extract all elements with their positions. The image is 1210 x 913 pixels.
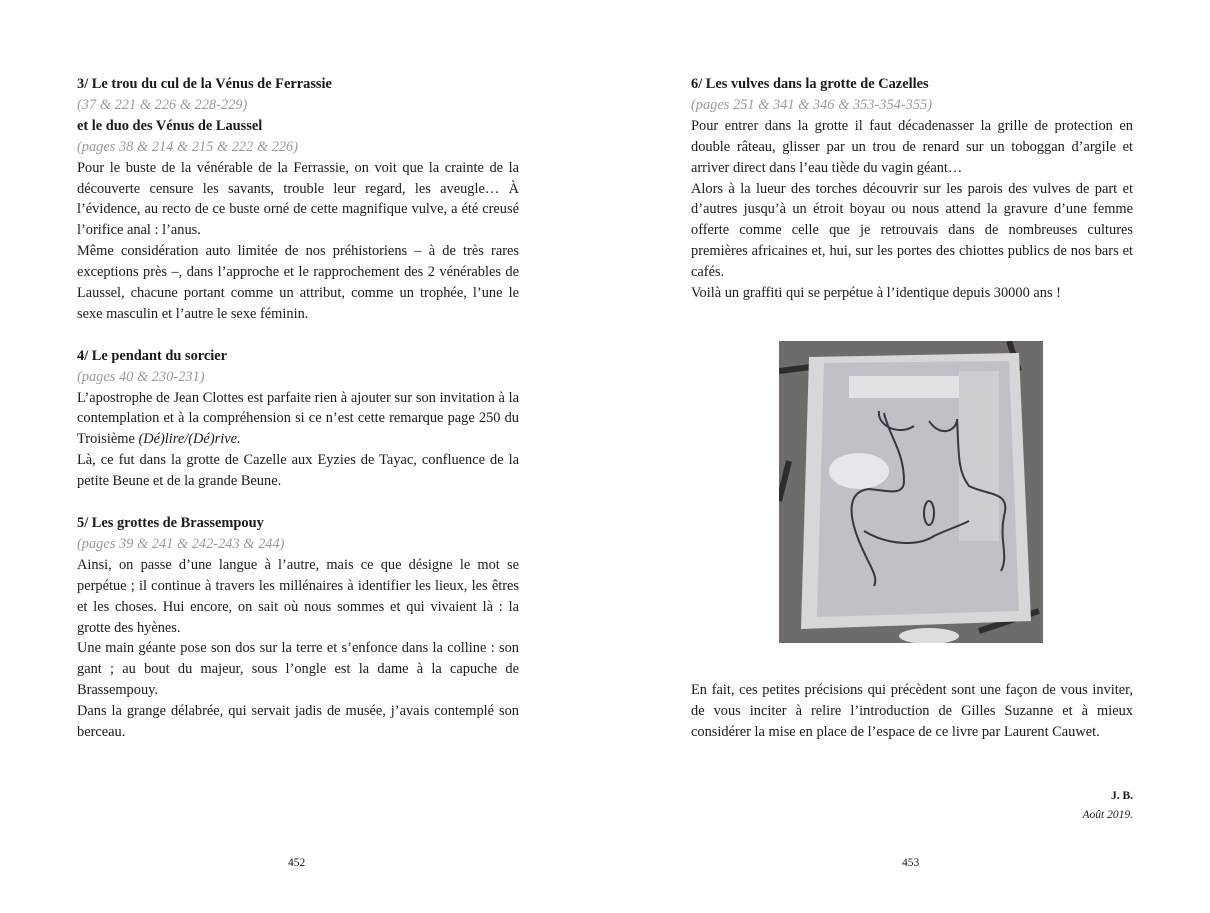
paragraph [77, 388, 519, 451]
paragraph: En fait, ces petites précisions qui précèdent sont une façon de vous inviter, de vous inciter à relire l’introduction de Gilles Suzanne et à mieux considérer la mise en place de l’espace de ce livre par Laurent Cauwet. [691, 682, 1133, 740]
section-6 [691, 74, 1133, 304]
section-heading: 4/ Le pendant du sorcier [77, 347, 228, 364]
paragraph: Une main géante pose son dos sur la terre et s’enfonce dans la colline : son gant ; au bout du majeur, sous l’ongle est la dame à la capuche de Brassempouy. [77, 640, 519, 699]
section-5 [77, 513, 519, 743]
section-3 [77, 74, 519, 325]
paragraph: Ainsi, on passe d’une langue à l’autre, mais ce que désigne le mot se perpétue ; il continue à travers les millénaires à identifier les lieux, les êtres et les choses. Hui encore, on sait où nous sommes et qui vivaient là : la grotte des hyènes. [77, 556, 519, 636]
paragraph: Alors à la lueur des torches découvrir sur les parois des vulves de part et d’autres jusqu’à un étroit boyau ou nous attend la gravure d’une femme offerte comme celle que je retrouvais dans de nombreuses cultures premières africaines et, hui, sur les portes des chiottes publics de nos bars et cafés. [691, 180, 1133, 281]
paragraph: Même considération auto limitée de nos préhistoriens – à de très rares exceptions près –, dans l’approche et le rapprochement des 2 vénérables de Laussel, chacune portant comme un attribut, comme un trophée, l’une le sexe masculin et l’autre le sexe féminin. [77, 243, 519, 322]
paragraph: Pour le buste de la vénérable de la Ferrassie, on voit que la crainte de la découverte censure les savants, trouble leur regard, les aveugle… À l’évidence, au recto de ce buste orné de cette magnifique vulve, a été creusé l’orifice anal : l’anus. [77, 159, 519, 239]
page-references: (pages 38 & 214 & 215 & 222 & 226) [77, 138, 299, 155]
paragraph: Là, ce fut dans la grotte de Cazelle aux Eyzies de Tayac, confluence de la petite Beune et de la grande Beune. [77, 452, 519, 490]
page-references: (pages 39 & 241 & 242-243 & 244) [77, 535, 285, 552]
section-subheading: et le duo des Vénus de Laussel [77, 117, 263, 134]
paragraph: Voilà un graffiti qui se perpétue à l’identique depuis 30000 ans ! [691, 285, 1061, 302]
page-number-right: 453 [902, 857, 920, 869]
closing-text [691, 680, 1133, 743]
page-references: (pages 251 & 341 & 346 & 353-354-355) [691, 96, 933, 113]
date: Août 2019. [1082, 809, 1133, 821]
paragraph: Pour entrer dans la grotte il faut décadenasser la grille de protection en double râteau, glisser par un trou de renard sur un toboggan d’argile et arriver direct dans l’eau tiède du vagin géant… [691, 117, 1133, 176]
graffiti-photo [779, 341, 1043, 643]
page-references: (37 & 221 & 226 & 228-229) [77, 96, 248, 113]
page-references: (pages 40 & 230-231) [77, 368, 205, 385]
paragraph: Dans la grange délabrée, qui servait jadis de musée, j’avais contemplé son berceau. [77, 703, 519, 741]
section-heading: 6/ Les vulves dans la grotte de Cazelles [691, 76, 929, 92]
book-title: (Dé)lire/(Dé)rive. [138, 431, 241, 448]
left-page-text [77, 74, 519, 764]
page-number-left: 452 [288, 857, 306, 869]
section-heading: 5/ Les grottes de Brassempouy [77, 515, 264, 531]
author-initials: J. B. [1110, 790, 1133, 802]
section-4 [77, 346, 519, 492]
section-heading: 3/ Le trou du cul de la Vénus de Ferrassie [77, 76, 332, 92]
paragraph-text: L’apostrophe de Jean Clottes est parfaite rien à ajouter sur son invitation à la contemplation et à la compréhension si ce n’est cette remarque page 250 du Troisième [77, 389, 519, 448]
signature-block [1083, 787, 1133, 825]
